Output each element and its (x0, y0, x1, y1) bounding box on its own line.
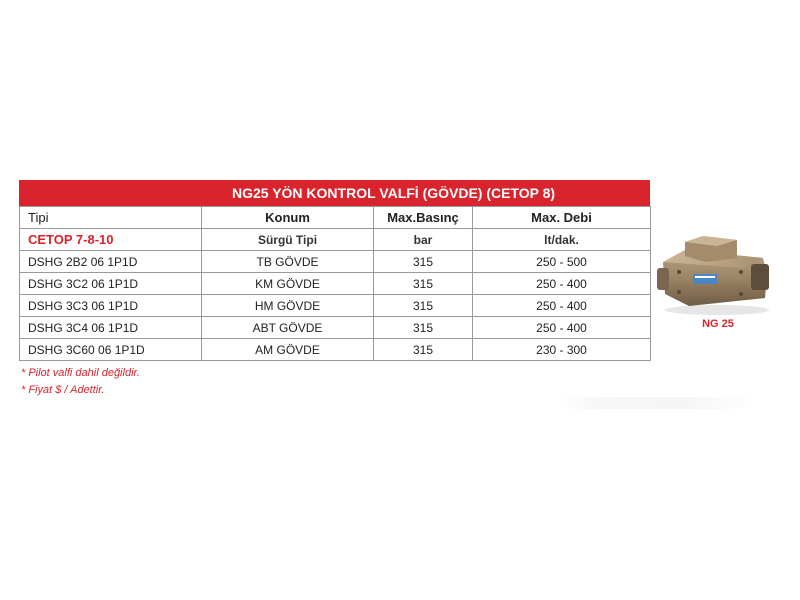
cell-konum: HM GÖVDE (202, 295, 374, 317)
column-header-konum: Konum (202, 207, 374, 229)
column-header-max-debi: Max. Debi (473, 207, 651, 229)
product-caption: NG 25 (702, 318, 734, 330)
cell-konum: KM GÖVDE (202, 273, 374, 295)
cell-max-basinc: 315 (374, 339, 473, 361)
cell-konum: ABT GÖVDE (202, 317, 374, 339)
header-row (20, 207, 651, 229)
cell-tipi: DSHG 2B2 06 1P1D (20, 251, 202, 273)
table-title: NG25 YÖN KONTROL VALFİ (GÖVDE) (CETOP 8) (19, 180, 650, 206)
hydraulic-valve-icon (655, 228, 775, 318)
cell-tipi: DSHG 3C4 06 1P1D (20, 317, 202, 339)
background-shadow (558, 397, 758, 409)
cell-tipi: DSHG 3C2 06 1P1D (20, 273, 202, 295)
subheader-unit-flow: lt/dak. (473, 229, 651, 251)
cell-max-debi: 250 - 400 (473, 295, 651, 317)
cell-max-debi: 250 - 400 (473, 317, 651, 339)
column-header-max-basinc: Max.Basınç (374, 207, 473, 229)
cell-max-basinc: 315 (374, 295, 473, 317)
spec-table (19, 206, 651, 361)
table-row (20, 273, 651, 295)
subheader-unit-bar: bar (374, 229, 473, 251)
spec-table-container (19, 180, 650, 361)
cell-tipi: DSHG 3C60 06 1P1D (20, 339, 202, 361)
footnote-pilot-valve: * Pilot valfi dahil değildir. (21, 367, 140, 379)
footnotes (21, 365, 140, 399)
cell-max-basinc: 315 (374, 317, 473, 339)
subheader-row (20, 229, 651, 251)
cell-max-basinc: 315 (374, 273, 473, 295)
table-row (20, 295, 651, 317)
table-row (20, 339, 651, 361)
footnote-price: * Fiyat $ / Adettir. (21, 384, 105, 396)
column-header-tipi: Tipi (20, 207, 202, 229)
cell-tipi: DSHG 3C3 06 1P1D (20, 295, 202, 317)
cell-konum: TB GÖVDE (202, 251, 374, 273)
cell-max-debi: 230 - 300 (473, 339, 651, 361)
cell-max-basinc: 315 (374, 251, 473, 273)
cell-max-debi: 250 - 500 (473, 251, 651, 273)
subheader-surgu-tipi: Sürgü Tipi (202, 229, 374, 251)
table-row (20, 317, 651, 339)
table-row (20, 251, 651, 273)
subheader-cetop: CETOP 7-8-10 (20, 229, 202, 251)
cell-max-debi: 250 - 400 (473, 273, 651, 295)
cell-konum: AM GÖVDE (202, 339, 374, 361)
